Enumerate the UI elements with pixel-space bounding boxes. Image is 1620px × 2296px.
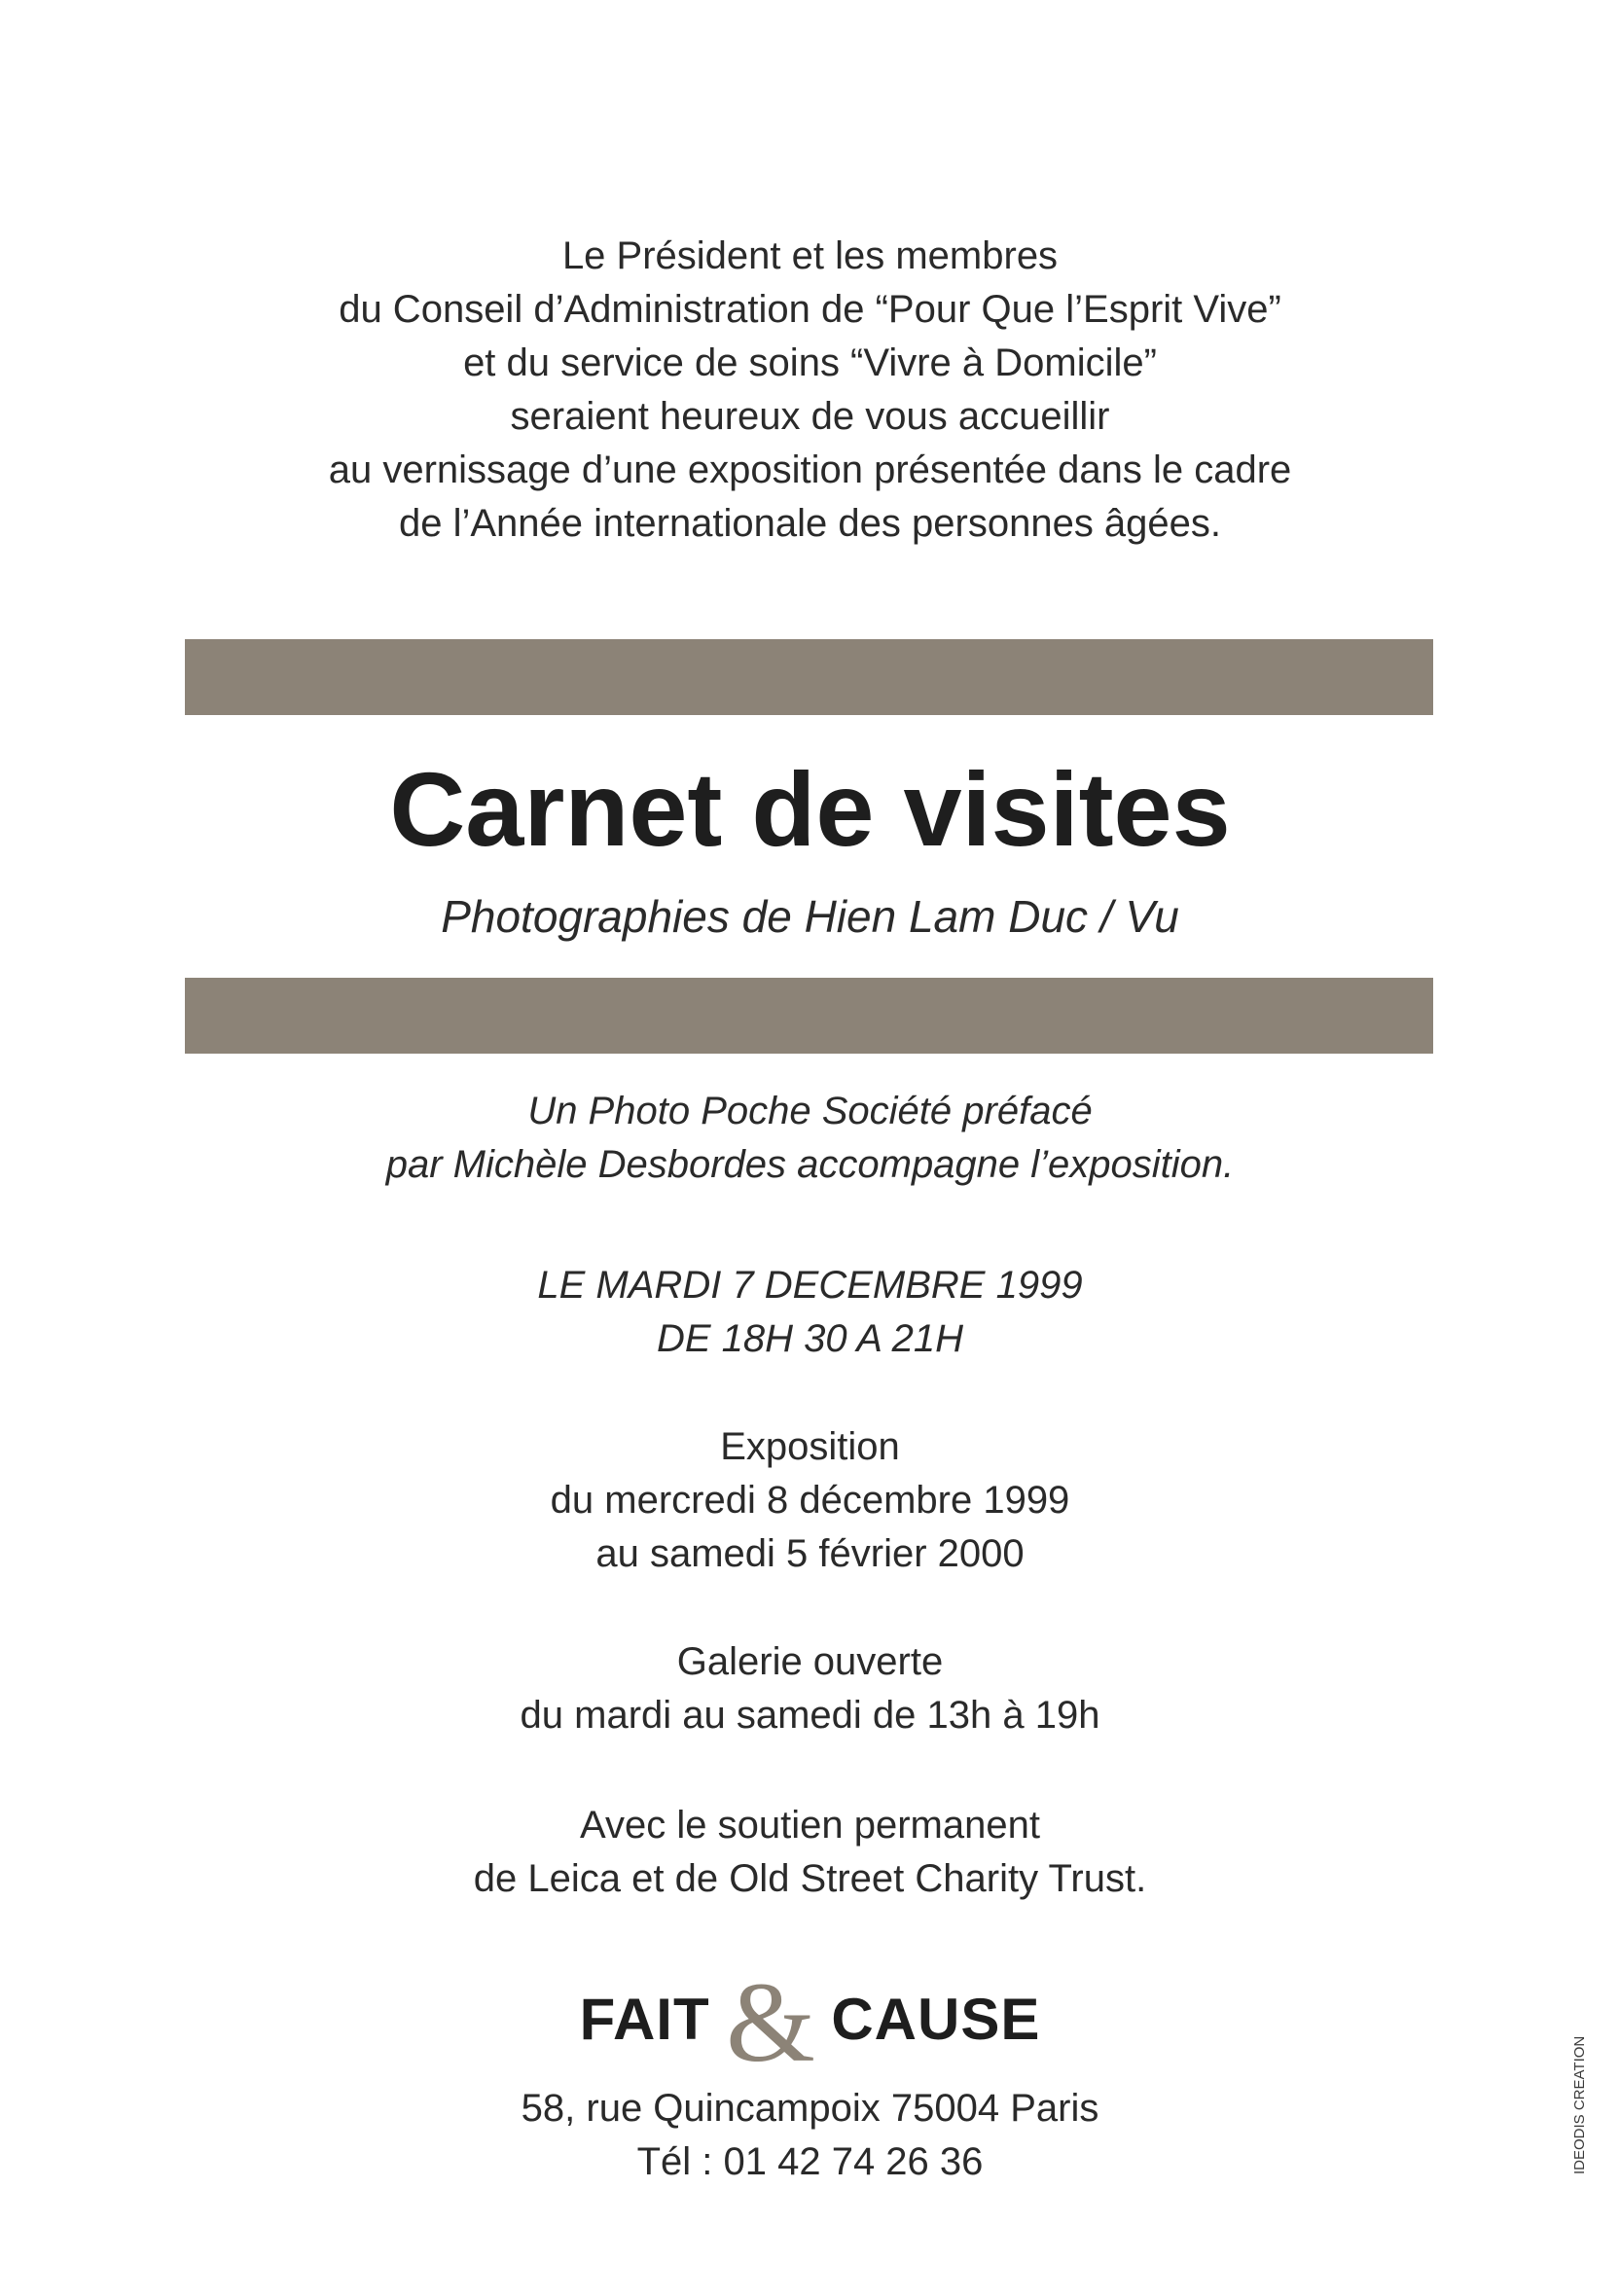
phone-line: Tél : 01 42 74 26 36 [636,2140,984,2183]
sponsor-note [0,1799,1620,1906]
exhibition-subtitle: Photographies de Hien Lam Duc / Vu [441,891,1179,942]
intro-line: de l’Année internationale des personnes âgées. [398,502,1222,545]
exhibition-dates [0,1420,1620,1581]
vernissage-line: DE 18H 30 A 21H [657,1317,963,1360]
exposition-line: du mercredi 8 décembre 1999 [550,1479,1070,1522]
intro-line: seraient heureux de vous accueillir [510,395,1110,438]
invitation-intro [0,230,1620,551]
gallery-line: du mardi au samedi de 13h à 19h [520,1694,1100,1737]
gallery-line: Galerie ouverte [676,1640,944,1683]
designer-credit: IDEODIS CREATION [1571,2035,1588,2174]
top-divider-band [185,639,1433,715]
intro-line: et du service de soins “Vivre à Domicile” [463,341,1157,384]
logo-word-fait: FAIT [579,1986,710,2052]
ampersand-icon: & [726,1958,815,2086]
vernissage-date [0,1259,1620,1366]
publication-line: par Michèle Desbordes accompagne l’exposition. [385,1143,1235,1186]
address-line: 58, rue Quincampoix 75004 Paris [521,2087,1099,2130]
support-line: Avec le soutien permanent [580,1804,1040,1847]
intro-line: Le Président et les membres [561,234,1059,277]
intro-line: au vernissage d’une exposition présentée dans le cadre [328,448,1292,491]
bottom-divider-band [185,978,1433,1054]
exposition-line: au samedi 5 février 2000 [595,1532,1025,1575]
fait-et-cause-logo [0,1958,1620,2086]
publication-note [0,1085,1620,1192]
logo-word-cause: CAUSE [831,1986,1041,2052]
exposition-line: Exposition [720,1425,900,1468]
exhibition-title: Carnet de visites [389,750,1231,868]
gallery-address [0,2082,1620,2189]
intro-line: du Conseil d’Administration de “Pour Que l’Esprit Vive” [339,288,1281,331]
vernissage-line: LE MARDI 7 DECEMBRE 1999 [537,1264,1083,1307]
gallery-hours [0,1635,1620,1742]
support-line: de Leica et de Old Street Charity Trust. [473,1857,1147,1900]
publication-line: Un Photo Poche Société préfacé [527,1090,1093,1132]
